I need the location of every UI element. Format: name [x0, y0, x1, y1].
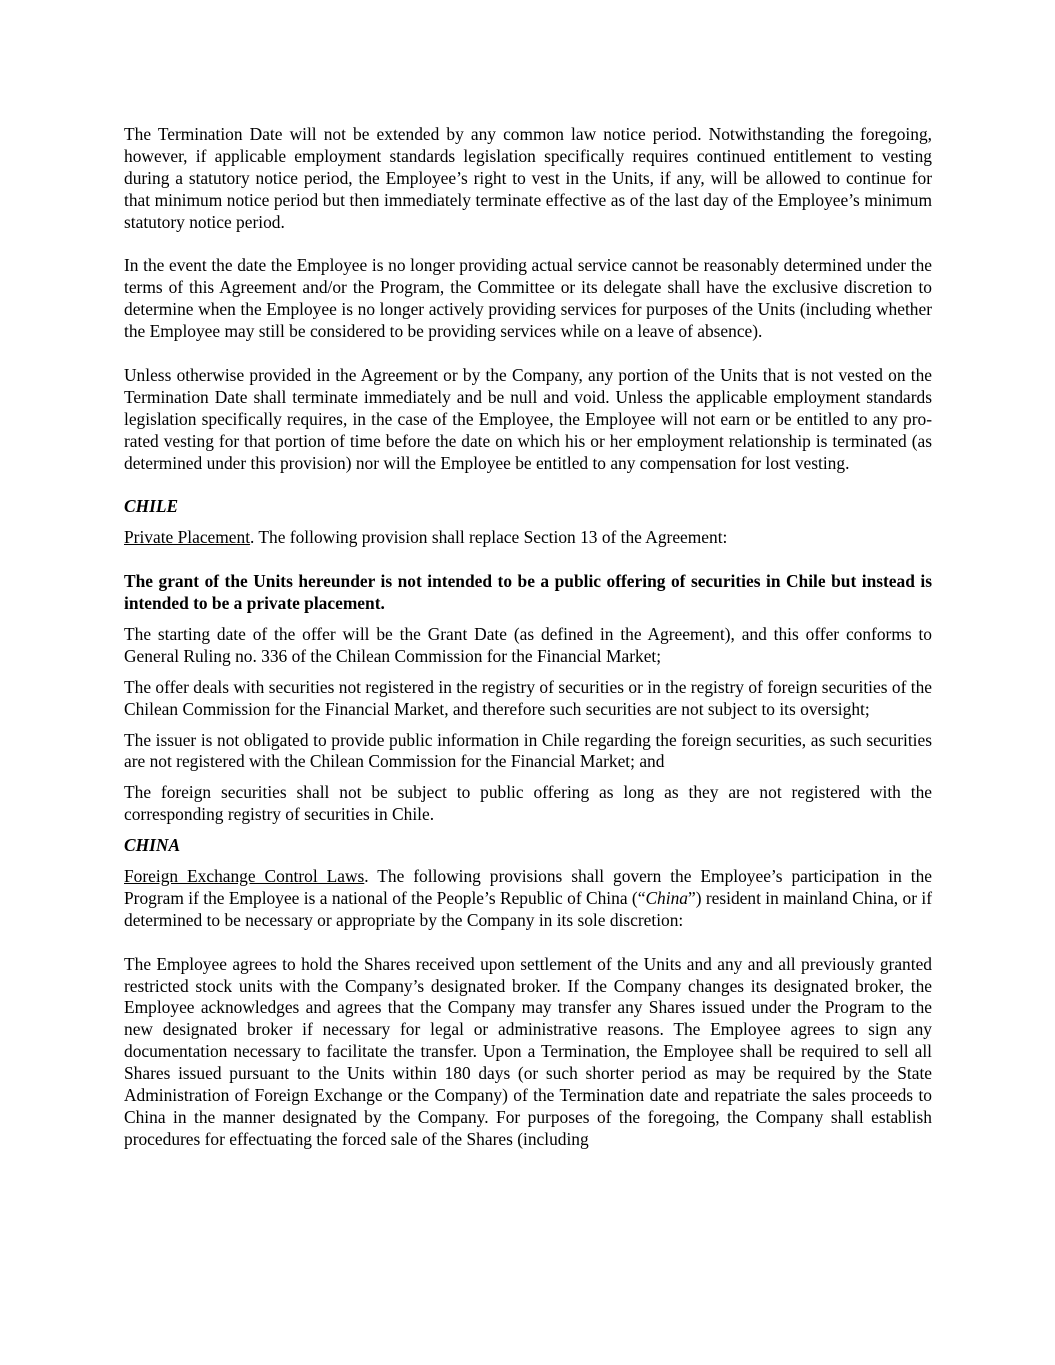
termination-notice-paragraph: The Termination Date will not be extended by any common law notice period. Notwithstanding the foregoing, however, if applicable employment standards legislation specifically requires continued entitlement to vesting during a statutory notice period, the Employee’s right to vest in the Units, if any, will be allowed to continue for that minimum notice period but then immediately terminate effective as of the last day of the Employee’s minimum statutory notice period.	[124, 124, 932, 232]
fx-china-term: China	[645, 887, 688, 908]
chile-private-placement-paragraph	[124, 527, 932, 549]
fx-text-before: . The following provisions shall govern the Employee’s participation in the Program if the Employee is a national of the People’s Republic of China (“	[124, 866, 932, 908]
chile-offer-start-paragraph: The starting date of the offer will be the Grant Date (as defined in the Agreement), and this offer conforms to General Ruling no. 336 of the Chilean Commission for the Financial Market;	[124, 623, 932, 666]
fx-control-label: Foreign Exchange Control Laws	[124, 866, 365, 887]
china-heading: CHINA	[124, 835, 181, 856]
chile-private-placement-statement: The grant of the Units hereunder is not intended to be a public offering of securities in Chile but instead is intended to be a private placement.	[124, 571, 932, 613]
china-shares-broker-paragraph: The Employee agrees to hold the Shares received upon settlement of the Units and any and all previously granted restricted stock units with the Company’s designated broker. If the Company changes its designated broker, the Employee acknowledges and agrees that the Company may transfer any Shares issued under the Program to the new designated broker if necessary for legal or administrative reasons. The Employee agrees to sign any documentation necessary to facilitate the transfer. Upon a Termination, the Employee shall be required to sell all Shares issued pursuant to the Units within 180 days (or such shorter period as may be required by the State Administration of Foreign Exchange or the Company) of the Termination date and repatriate the sales proceeds to China in the manner designated by the Company. For purposes of the foregoing, the Company shall establish procedures for effectuating the forced sale of the Shares (including	[124, 953, 932, 1149]
chile-public-offering-paragraph: The foreign securities shall not be subject to public offering as long as they are not registered with the corresponding registry of securities in Chile.	[124, 782, 932, 825]
unvested-units-paragraph: Unless otherwise provided in the Agreement or by the Company, any portion of the Units that is not vested on the Termination Date shall terminate immediately and be null and void. Unless the applicable employment standards legislation specifically requires, in the case of the Employee, the Employee will not earn or be entitled to any pro-rated vesting for that portion of time before the date on which his or her employment relationship is terminated (as determined under this provision) nor will the Employee be entitled to any compensation for lost vesting.	[124, 364, 932, 473]
fx-text-after: ”) resident in mainland China, or if determined to be necessary or appropriate by the Company in its sole discretion:	[124, 887, 933, 930]
chile-issuer-information-paragraph: The issuer is not obligated to provide public information in Chile regarding the foreign securities, as such securities are not registered with the Chilean Commission for the Financial Market; and	[124, 729, 932, 772]
service-determination-paragraph: In the event the date the Employee is no longer providing actual service cannot be reasonably determined under the terms of this Agreement and/or the Program, the Committee or its delegate shall have the exclusive discretion to determine when the Employee is no longer actively providing services for purposes of the Units (including whether the Employee may still be considered to be providing services while on a leave of absence).	[124, 255, 932, 342]
china-fx-control-paragraph	[124, 866, 932, 932]
chile-unregistered-securities-paragraph: The offer deals with securities not registered in the registry of securities or in the registry of foreign securities of the Chilean Commission for the Financial Market, and therefore such securities are not subject to its oversight;	[124, 676, 932, 719]
private-placement-label: Private Placement	[124, 527, 251, 548]
chile-heading: CHILE	[124, 496, 179, 517]
document-page	[124, 124, 932, 1151]
private-placement-text: . The following provision shall replace Section 13 of the Agreement:	[250, 527, 728, 548]
